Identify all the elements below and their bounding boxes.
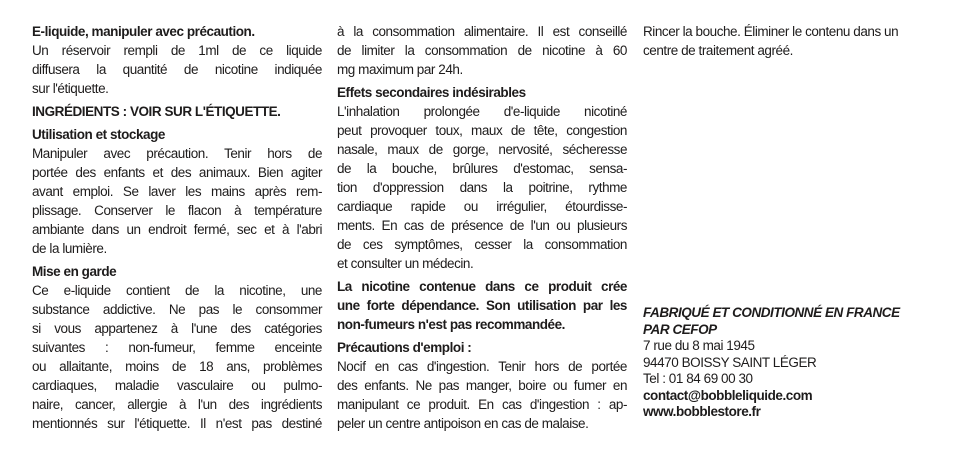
text-line: de ces symptômes, cesser la consommation [337,237,627,252]
text-line: non-fumeurs n'est pas recommandée. [337,317,565,332]
para-block [643,22,933,60]
column-3 [643,22,933,421]
text-line: sur l'étiquette. [32,81,109,96]
para-block [32,281,322,433]
text-line: de limiter la consommation de nicotine à 60 [337,43,627,58]
heading-block [337,83,627,102]
text-line: Un réservoir rempli de 1ml de ce liquide [32,43,322,58]
heading-block [32,102,322,121]
text-line: Nocif en cas d'ingestion. Tenir hors de portée [337,359,627,374]
text-line: si vous appartenez à l'une des catégories [32,321,322,336]
text-line: tion d'oppression dans la poitrine, rythme [337,180,627,195]
text-line: La nicotine contenue dans ce produit crée [337,279,627,294]
text-line: contact@bobbleliquide.com [643,387,813,403]
para-block [32,41,322,98]
text-line: plissage. Conserver le flacon à température [32,203,322,218]
address-block [643,305,933,421]
text-line: FABRIQUÉ ET CONDITIONNÉ EN FRANCE [643,305,900,320]
text-line: cardiaque rapide ou irrégulier, étourdisse- [337,199,627,214]
text-line: substance addictive. Ne pas le consommer [32,302,322,317]
text-line: nasale, maux de gorge, nervosité, sécheresse [337,142,627,157]
heading-block [32,262,322,281]
column-2 [337,22,627,433]
text-line: portée des enfants et des animaux. Bien agiter [32,165,322,180]
text-line: 94470 BOISSY SAINT LÉGER [643,354,817,370]
text-line: naire, cancer, allergie à l'un des ingrédients [32,397,322,412]
heading-block [337,338,627,357]
text-line: suivantes : non-fumeur, femme enceinte [32,340,322,355]
text-line: ments. En cas de présence de l'un ou plusieurs [337,218,627,233]
text-line: www.bobblestore.fr [643,404,761,419]
text-line: ambiante dans un endroit fermé, sec et à l'abri [32,222,322,237]
text-line: Ce e-liquide contient de la nicotine, une [32,283,322,298]
text-line: Manipuler avec précaution. Tenir hors de [32,146,322,161]
text-line: centre de traitement agréé. [643,43,793,58]
heading-block [32,22,322,41]
text-line: et consulter un médecin. [337,256,474,271]
text-line: mg maximum par 24h. [337,62,463,77]
heading-line: E-liquide, manipuler avec précaution. [32,24,255,39]
bold-para-block [337,277,627,334]
heading-line: INGRÉDIENTS : VOIR SUR L'ÉTIQUETTE. [32,104,281,119]
heading-line: Effets secondaires indésirables [337,85,526,100]
text-line: avant emploi. Se laver les mains après rem- [32,184,322,199]
text-line: L'inhalation prolongée d'e-liquide nicotiné [337,104,627,119]
para-block [337,357,627,433]
text-line: PAR CEFOP [643,321,717,337]
para-block [337,22,627,79]
text-line: cardiaques, maladie vasculaire ou pulmo- [32,378,322,393]
column-1 [32,22,322,433]
para-block [337,102,627,273]
heading-line: Mise en garde [32,264,117,279]
text-line: à la consommation alimentaire. Il est conseillé [337,24,627,39]
text-line: de la bouche, brûlures d'estomac, sensa- [337,161,627,176]
text-line: des enfants. Ne pas manger, boire ou fumer en [337,378,627,393]
text-line: 7 rue du 8 mai 1945 [643,338,755,353]
text-line: Rincer la bouche. Éliminer le contenu dans un [643,24,899,39]
text-line: diffusera la quantité de nicotine indiquée [32,62,322,77]
heading-block [32,125,322,144]
text-line: ou allaitante, moins de 18 ans, problèmes [32,359,322,374]
heading-line: Précautions d'emploi : [337,340,472,355]
text-line: Tel : 01 84 69 00 30 [643,371,753,386]
text-line: une forte dépendance. Son utilisation par les [337,298,627,313]
text-line: mentionnés sur l'étiquette. Il n'est pas destiné [32,416,322,431]
text-line: manipulant ce produit. En cas d'ingestion : ap- [337,397,627,412]
heading-line: Utilisation et stockage [32,127,165,142]
text-line: peut provoquer toux, maux de tête, congestion [337,123,627,138]
para-block [32,144,322,258]
text-line: de la lumière. [32,241,107,256]
text-line: peler un centre antipoison en cas de malaise. [337,416,589,431]
